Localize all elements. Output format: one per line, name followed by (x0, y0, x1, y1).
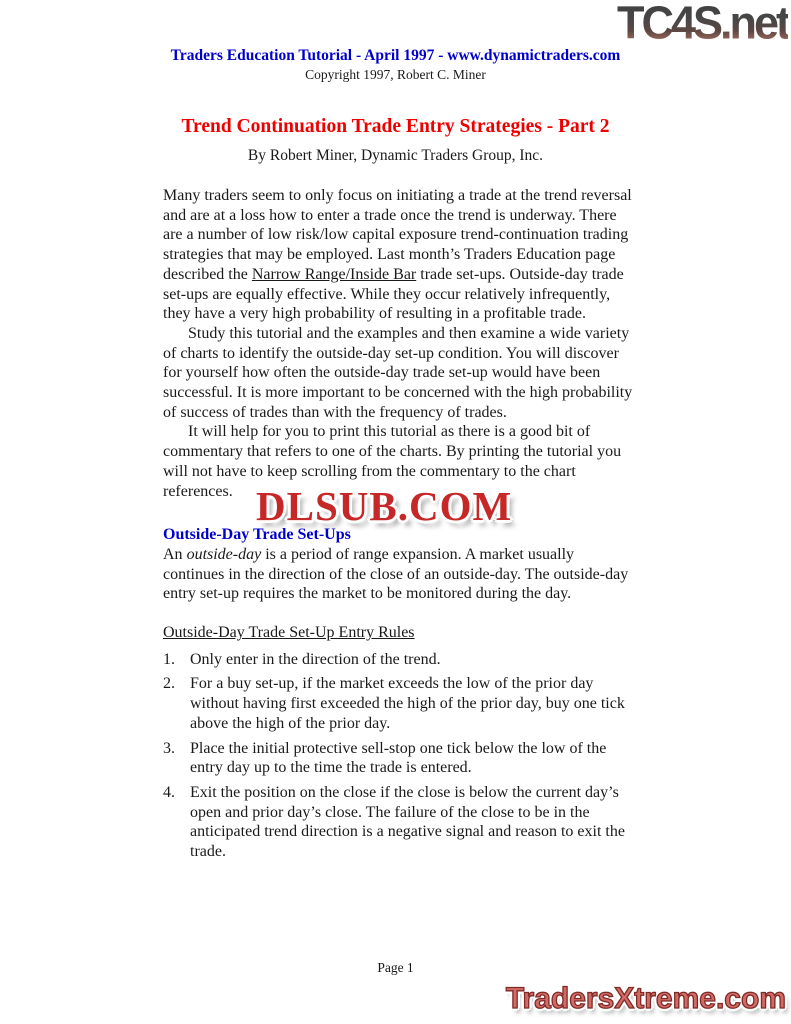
rules-list (163, 650, 635, 862)
paragraph-4-italic-term: outside-day (186, 545, 262, 563)
paragraph-1-text: Many traders seem to only focus on initiating a trade at the trend reversal and are at a loss how to enter a trade once the trend is underway. There are a number of low risk/low capital exposure trend-continuation trading strategies that may be employed. Last month’s Traders Education page described the (163, 187, 632, 283)
paragraph-1 (163, 186, 635, 324)
rule-text: Place the initial protective sell-stop one tick below the low of the entry day up to the time the trade is entered. (190, 739, 607, 777)
tutorial-header-line: Traders Education Tutorial - April 1997 - www.dynamictraders.com (170, 47, 621, 64)
rules-heading: Outside-Day Trade Set-Up Entry Rules (163, 624, 415, 642)
paragraph-1-underlined-phrase: Narrow Range/Inside Bar (251, 265, 417, 283)
rule-item-1 (163, 650, 635, 670)
paragraph-4 (163, 545, 635, 604)
copyright-line: Copyright 1997, Robert C. Miner (305, 67, 486, 82)
rule-number: 4. (163, 783, 175, 801)
rule-number: 3. (163, 739, 175, 757)
paragraph-1-text-cont: trade set-ups. Outside-day trade set-ups are equally effective. While they occur relatively infrequently, they have a very high probability of resulting in a profitable trade. (163, 265, 624, 323)
paragraph-2: Study this tutorial and the examples and then examine a wide variety of charts to identify the outside-day set-up condition. You will discover for yourself how often the outside-day trade set-up would have been successful. It is more important to be concerned with the high probability of success of trades than with the frequency of trades. (163, 324, 633, 421)
tc4s-logo: TC4S.net (616, 0, 788, 49)
article-title: Trend Continuation Trade Entry Strategies - Part 2 (181, 116, 610, 137)
rule-text: Only enter in the direction of the trend. (190, 650, 441, 668)
article-byline: By Robert Miner, Dynamic Traders Group, Inc. (247, 147, 544, 164)
paragraph-4-text-cont: is a period of range expansion. A market usually continues in the direction of the close of an outside-day. The outside-day entry set-up requires the market to be monitored during the day. (163, 545, 629, 603)
rule-text: For a buy set-up, if the market exceeds the low of the prior day without having first exceeded the high of the prior day, buy one tick above the high of the prior day. (190, 675, 625, 732)
dlsub-watermark: DLSUB.COM (256, 483, 513, 529)
section-heading-outside-day: Outside-Day Trade Set-Ups (163, 526, 351, 544)
rule-item-2 (163, 674, 635, 733)
rule-item-4 (163, 783, 635, 862)
rule-number: 1. (163, 650, 175, 668)
rule-item-3 (163, 739, 635, 778)
paragraph-3: It will help for you to print this tutorial as there is a good bit of commentary that refers to one of the charts. By printing the tutorial you will not have to keep scrolling from the commentary to the chart references. (163, 423, 622, 500)
rule-text: Exit the position on the close if the close is below the current day’s open and prior day’s close. The failure of the close to be in the anticipated trend direction is a negative signal and reason to exit the trade. (190, 783, 625, 861)
page-number: Page 1 (377, 960, 414, 975)
paragraph-4-text: An (163, 545, 187, 563)
tradersxtreme-logo: TradersXtreme.com (505, 982, 786, 1015)
rule-number: 2. (163, 675, 175, 693)
